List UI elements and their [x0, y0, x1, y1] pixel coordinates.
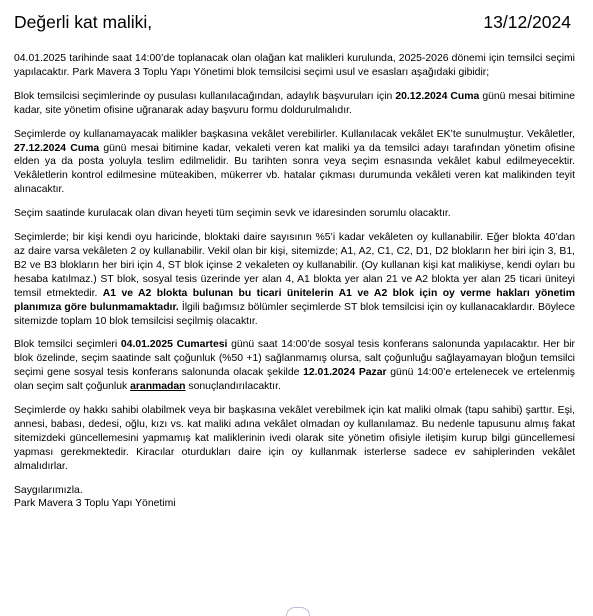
- election-date: 04.01.2025 Cumartesi: [120, 339, 228, 351]
- paragraph-election-date: [14, 338, 575, 394]
- underlined-word: aranmadan: [130, 381, 186, 393]
- paragraph-candidacy: [14, 90, 575, 118]
- candidacy-deadline: 20.12.2024 Cuma: [395, 90, 480, 102]
- proxy-text-2: günü mesai bitimine kadar, vekaleti veren kat maliki ya da temsilci adayı tarafından yönetim ofisine elden ya da posta yoluyla teslim edilmelidir. Bu tarihten sonra veya seçim esnasında vekâlet kabul edilmeyecektir. Vekâletlerin kontrol edilmesine müteakiben, mükerrer vb. hatalar çıkması durumunda vekâleti veren kat malikinden teyit alınacaktır.: [14, 142, 575, 196]
- election-text-2: günü saat 14:00’de sosyal tesis konferans salonunda yapılacaktır. Her bir blok özelinde, seçim saatinde salt çoğunluk (%50 +1) sağlanmamış olursa, salt çoğunluğu sağlayamayan bloğun temsilci seçimi gene sosyal tesis konferans salonunda olacak şekilde: [14, 339, 575, 379]
- paragraph-council: Seçim saatinde kurulacak olan divan heyeti tüm seçimin sevk ve idaresinden sorumlu olacaktır.: [14, 208, 451, 220]
- postponed-date: 12.01.2024 Pazar: [303, 367, 387, 379]
- election-text-3: günü 14:00’e ertelenecek ve ertelenmiş olan seçim salt çoğunluk: [14, 367, 575, 393]
- voting-rules-commercial-note: A1 ve A2 blokta bulunan bu ticari ünitelerin A1 ve A2 blok için oy verme hakları yönetim planımıza göre bulunmamaktadır.: [14, 287, 575, 313]
- organization-name: Park Mavera 3 Toplu Yapı Yönetimi: [14, 498, 176, 510]
- election-text-1: Blok temsilci seçimleri: [14, 339, 121, 351]
- paragraph-meeting-intro: 04.01.2025 tarihinde saat 14:00’de toplanacak olan olağan kat malikleri kurulunda, 2025-2026 dönemi için temsilci seçimi yapılacaktır. Park Mavera 3 Toplu Yapı Yönetimi blok temsilcisi seçimi usul ve esasları aşağıdaki gibidir;: [14, 53, 575, 78]
- voting-rules-text-2: İlgili bağımsız bölümler seçimlerde ST blok temsilcisi için oy kullanacaklardır. Böylece sitemizde toplam 10 blok temsilcisi seçilmiş olacaktır.: [14, 301, 575, 327]
- proxy-deadline: 27.12.2024 Cuma: [14, 142, 100, 154]
- candidacy-text-1: Blok temsilcisi seçimlerinde oy pusulası kullanılacağından, adaylık başvuruları için: [14, 90, 396, 102]
- candidacy-text-2: günü mesai bitimine kadar, site yönetim ofisine uğranarak aday başvuru formu doldurulmalıdır.: [14, 90, 576, 116]
- letter-body: [14, 52, 575, 511]
- paragraph-proxy: [14, 128, 575, 198]
- signature-block: [14, 484, 575, 512]
- proxy-text-1: Seçimlerde oy kullanamayacak malikler başkasına vekâlet verebilirler. Kullanılacak vekâlet EK’te sunulmuştur. Vekâletler,: [14, 128, 575, 140]
- letter-header: [14, 12, 571, 38]
- voting-rules-text-1: Seçimlerde; bir kişi kendi oyu haricinde, bloktaki daire sayısının %5’i kadar vekâleten oy kullanabilir. Eğer blokta 40’dan az daire varsa vekâleten 2 oy kullanabilir. Vekil olan bir kişi, sitemizde; A1, A2, C1, C2, D1, D2 blokların her biri için 3, B1, B2 ve B3 blokların her biri için 4, ST blok içinse 2 vekaleten oy kullanabilir. (Oy kullanan kişi kat malikiyse, kendi oyları bu hesaba katılmaz.) ST blok, sosyal tesis üzerinde yer alan 4, A1 blokta yer alan 21 ve A2 blokta yer alan 25 ticari üniteyi temsil etmektedir.: [14, 232, 575, 299]
- greeting: Değerli kat maliki,: [14, 12, 153, 32]
- paragraph-eligibility: Seçimlerde oy hakkı sahibi olabilmek veya bir başkasına vekâlet verebilmek için kat maliki olmak (tapu sahibi) şarttır. Eşi, annesi, babası, dedesi, oğlu, kızı vs. kat maliki adına vekâlet olmadan oy kullanılamaz. Bu nedenle tapusunu almış fakat sitemizdeki güncellemesini yapmamış kat maliklerinin ivedi olarak site yönetim ofisiyle iletişim kurup bilgi güncellemesi yapması gerekmektedir. Kiracılar oturdukları daire için oy kullanmak isterlerse sadece ev sahiplerinden vekâlet almalıdırlar.: [14, 405, 575, 472]
- closing: Saygılarımızla.: [14, 484, 83, 496]
- letter-date: 13/12/2024: [483, 12, 571, 32]
- paragraph-voting-rules: [14, 231, 575, 328]
- election-text-4: sonuçlandırılacaktır.: [185, 381, 281, 393]
